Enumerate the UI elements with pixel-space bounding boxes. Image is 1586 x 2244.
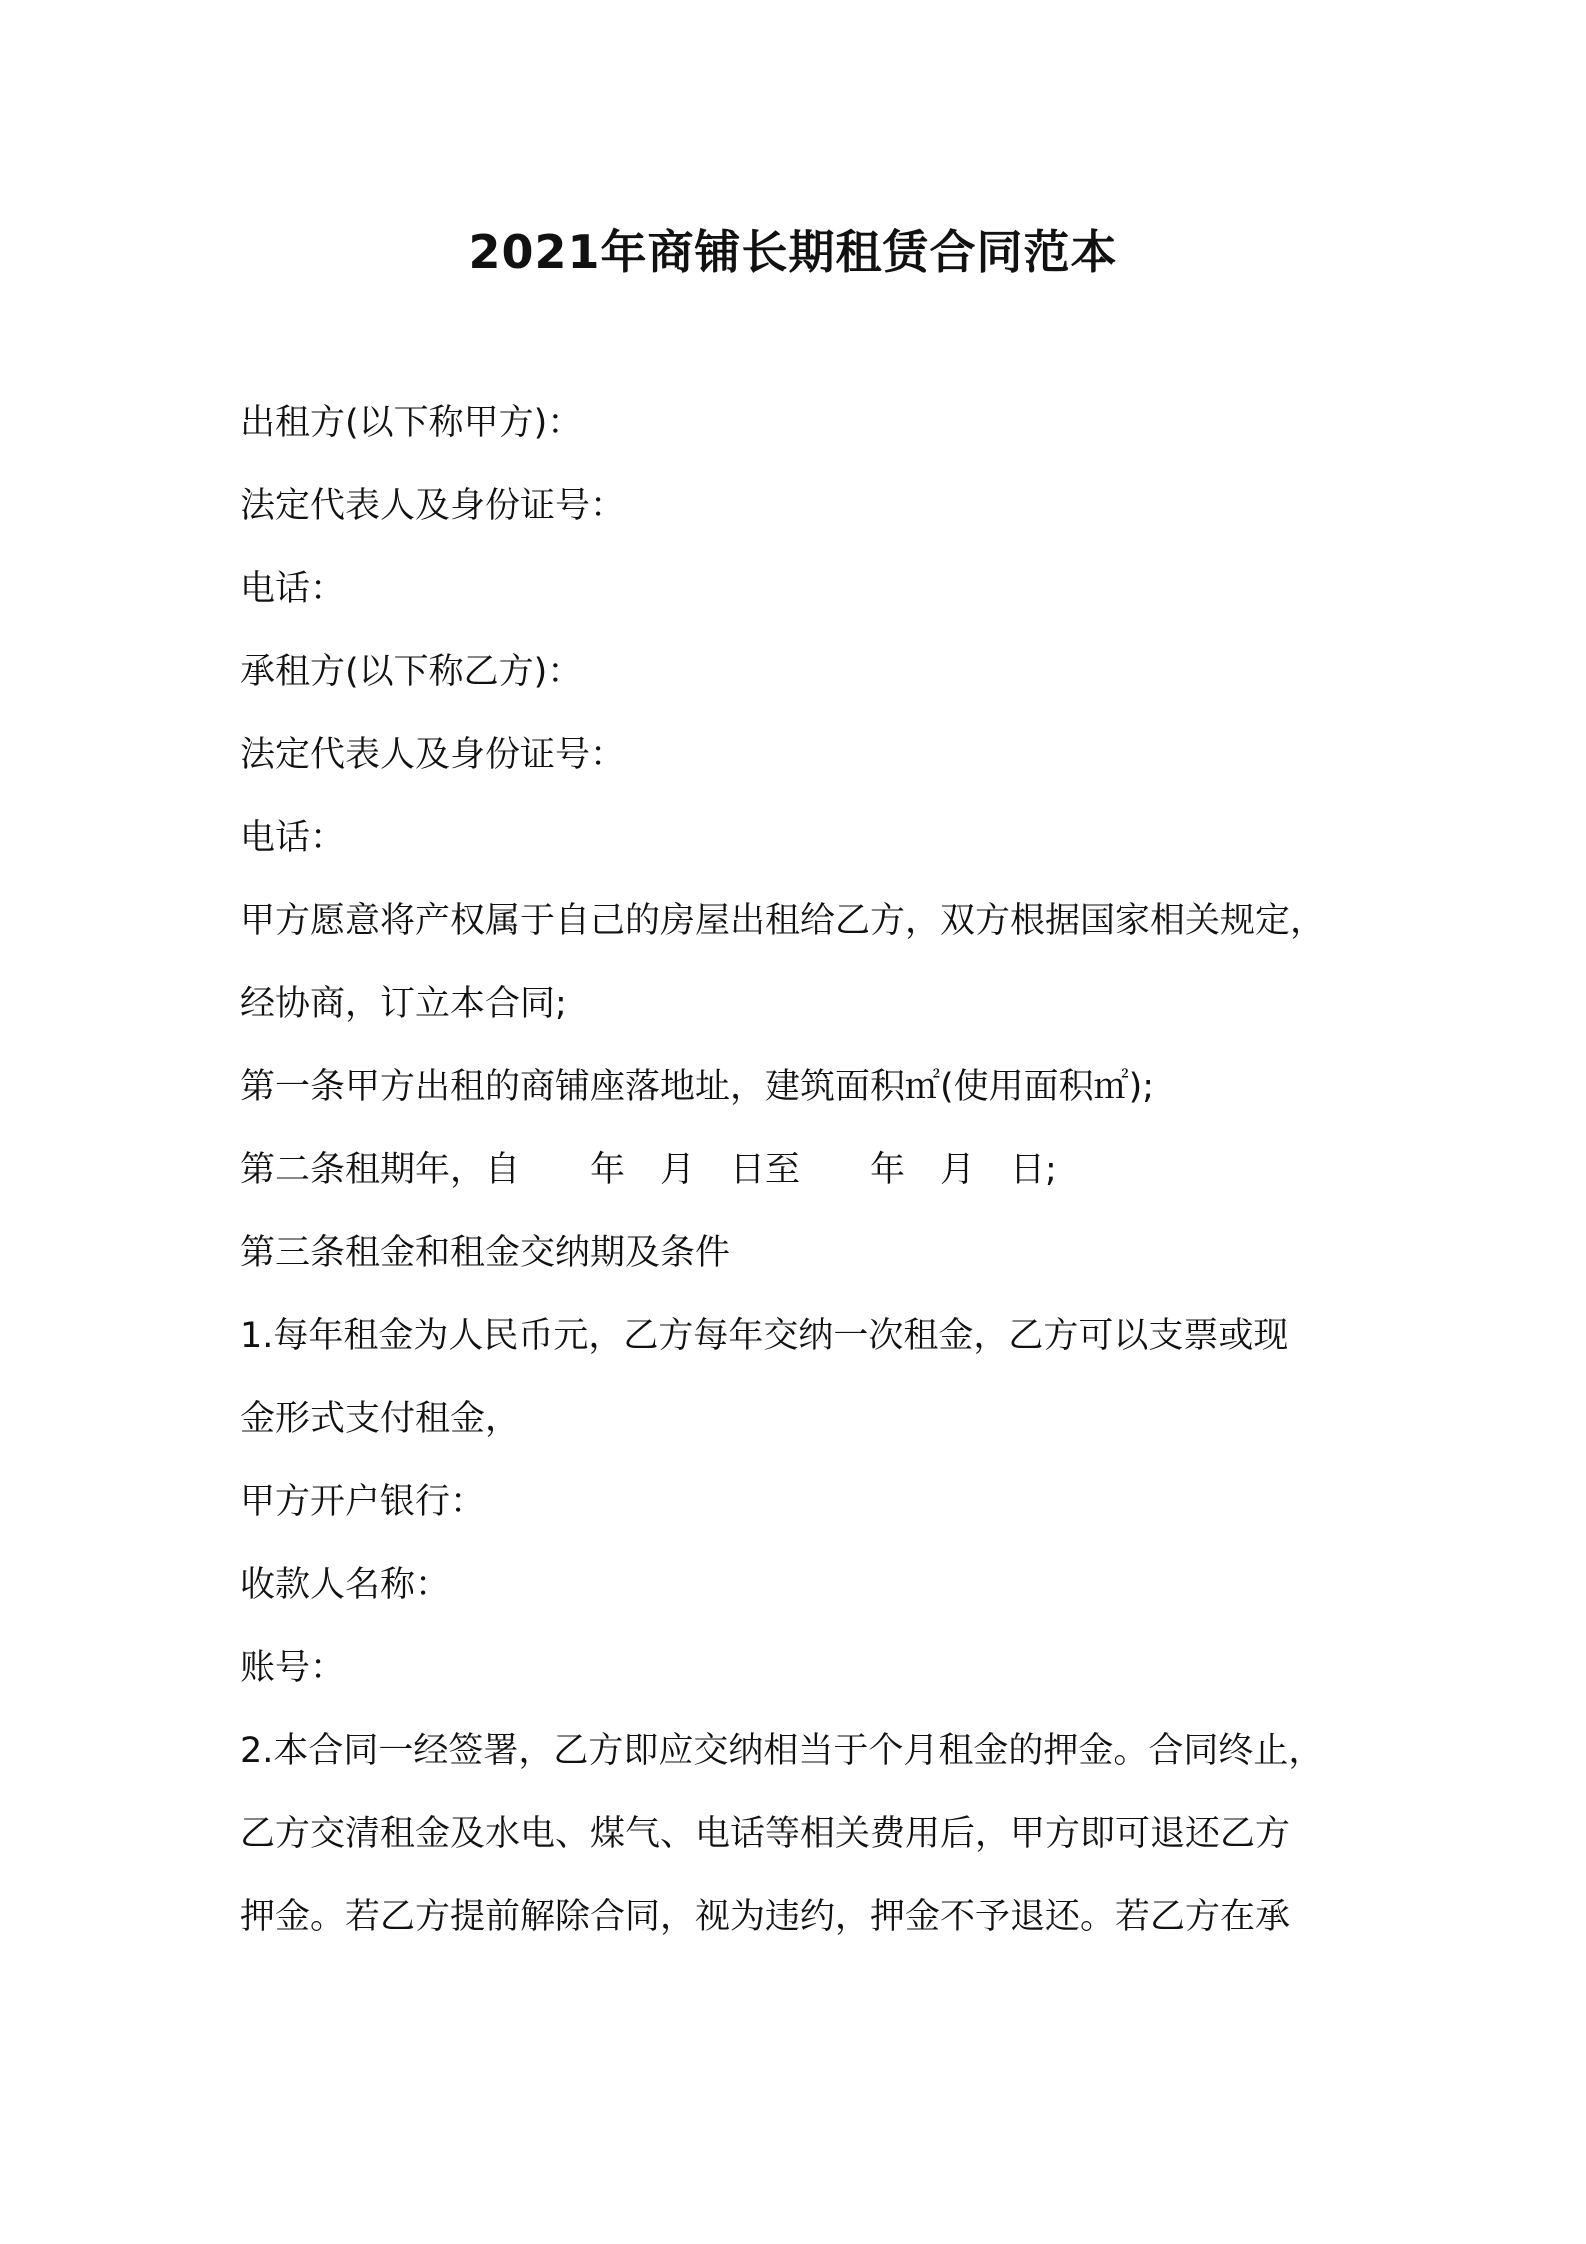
deposit-clause-line-1: 2.本合同一经签署，乙方即应交纳相当于个月租金的押金。合同终止，: [240, 1731, 1324, 1771]
article-1-line: 第一条甲方出租的商铺座落地址，建筑面积㎡(使用面积㎡);: [240, 1067, 1155, 1107]
lessor-representative-line: 法定代表人及身份证号：: [240, 486, 626, 526]
article-2-line: 第二条租期年，自 年 月 日至 年 月 日;: [240, 1150, 1057, 1190]
preamble-line-1: 甲方愿意将产权属于自己的房屋出租给乙方，双方根据国家相关规定，: [240, 901, 1326, 941]
account-line: 账号：: [240, 1648, 346, 1688]
lessor-line: 出租方(以下称甲方)：: [240, 403, 583, 443]
document-title: 2021年商铺长期租赁合同范本: [468, 225, 1118, 279]
document-body: [240, 402, 1380, 1979]
article-3-heading: 第三条租金和租金交纳期及条件: [240, 1233, 731, 1273]
rent-clause-line-2: 金形式支付租金，: [240, 1399, 521, 1439]
deposit-clause-line-3: 押金。若乙方提前解除合同，视为违约，押金不予退还。若乙方在承: [240, 1897, 1291, 1937]
rent-clause-line-1: 1.每年租金为人民币元，乙方每年交纳一次租金，乙方可以支票或现: [240, 1316, 1289, 1356]
deposit-clause-line-2: 乙方交清租金及水电、煤气、电话等相关费用后，甲方即可退还乙方: [240, 1814, 1291, 1854]
lessee-phone-line: 电话：: [240, 818, 346, 858]
payee-line: 收款人名称：: [240, 1565, 451, 1605]
lessee-line: 承租方(以下称乙方)：: [240, 652, 583, 692]
lessee-representative-line: 法定代表人及身份证号：: [240, 735, 626, 775]
lessor-phone-line: 电话：: [240, 569, 346, 609]
bank-line: 甲方开户银行：: [240, 1482, 486, 1522]
preamble-line-2: 经协商，订立本合同;: [240, 984, 567, 1024]
